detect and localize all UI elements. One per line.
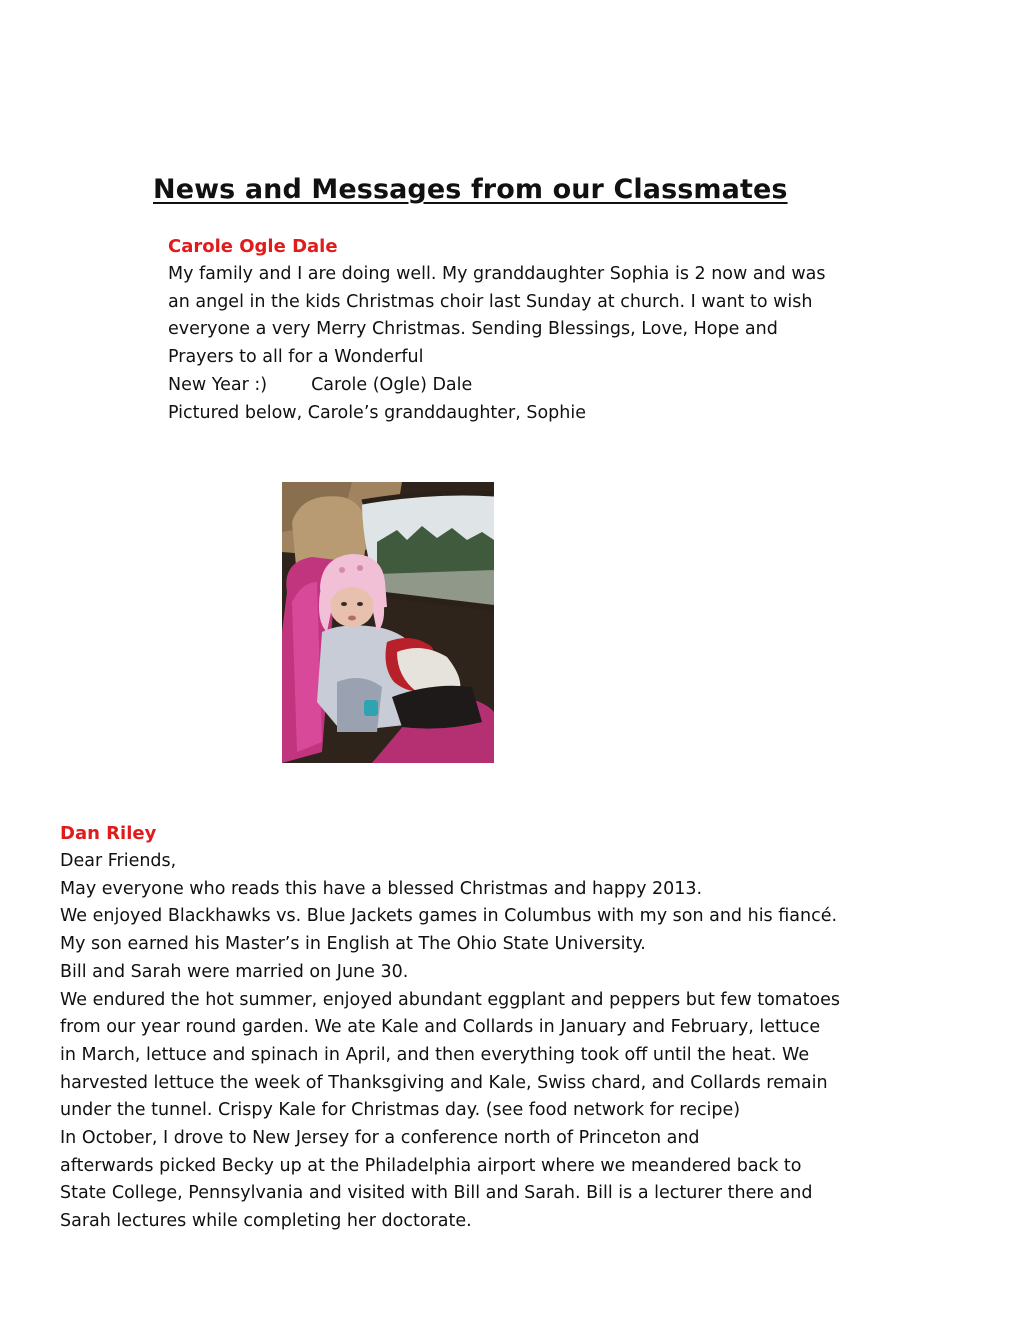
entry-text-line: Prayers to all for a Wonderful bbox=[168, 347, 424, 368]
entry-text-line: in March, lettuce and spinach in April, and then everything took off until the heat. We bbox=[60, 1044, 810, 1065]
entry-signoff-line bbox=[168, 372, 826, 400]
entry-text-line: Dear Friends, bbox=[60, 851, 177, 871]
entry-text-line: In October, I drove to New Jersey for a conference north of Princeton and bbox=[60, 1128, 700, 1149]
entry-signature: Carole (Ogle) Dale bbox=[311, 374, 473, 395]
photo-illustration bbox=[282, 482, 494, 763]
entry-text-line: Sarah lectures while completing her doctorate. bbox=[60, 1211, 472, 1232]
entry-text-line: My son earned his Master’s in English at The Ohio State University. bbox=[60, 934, 646, 955]
entry-text-line: Bill and Sarah were married on June 30. bbox=[60, 961, 409, 982]
entry-author-name: Dan Riley bbox=[60, 823, 157, 844]
entry-text-line: State College, Pennsylvania and visited with Bill and Sarah. Bill is a lecturer there and bbox=[60, 1183, 813, 1204]
entry-text-line: everyone a very Merry Christmas. Sending Blessings, Love, Hope and bbox=[168, 319, 778, 340]
entry-text-line: We endured the hot summer, enjoyed abundant eggplant and peppers but few tomatoes bbox=[60, 989, 841, 1010]
entry-author-name: Carole Ogle Dale bbox=[168, 236, 338, 257]
granddaughter-photo bbox=[282, 482, 494, 763]
entry-text-line: May everyone who reads this have a blessed Christmas and happy 2013. bbox=[60, 878, 703, 899]
entry-text-line: My family and I are doing well. My granddaughter Sophia is 2 now and was bbox=[168, 264, 826, 284]
page-title: News and Messages from our Classmates bbox=[153, 174, 788, 205]
entry-carole-ogle-dale bbox=[168, 233, 826, 427]
entry-text-line: under the tunnel. Crispy Kale for Christmas day. (see food network for recipe) bbox=[60, 1100, 741, 1121]
entry-text-line: New Year :) bbox=[168, 374, 268, 395]
entry-dan-riley bbox=[60, 820, 840, 1236]
entry-text-line: harvested lettuce the week of Thanksgiving and Kale, Swiss chard, and Collards remain bbox=[60, 1072, 828, 1093]
entry-text-line: from our year round garden. We ate Kale and Collards in January and February, lettuce bbox=[60, 1017, 821, 1038]
entry-photo-caption: Pictured below, Carole’s granddaughter, Sophie bbox=[168, 402, 587, 423]
entry-text-line: an angel in the kids Christmas choir last Sunday at church. I want to wish bbox=[168, 291, 813, 312]
entry-text-line: We enjoyed Blackhawks vs. Blue Jackets games in Columbus with my son and his fiancé. bbox=[60, 906, 838, 927]
entry-text-line: afterwards picked Becky up at the Philadelphia airport where we meandered back to bbox=[60, 1155, 802, 1176]
